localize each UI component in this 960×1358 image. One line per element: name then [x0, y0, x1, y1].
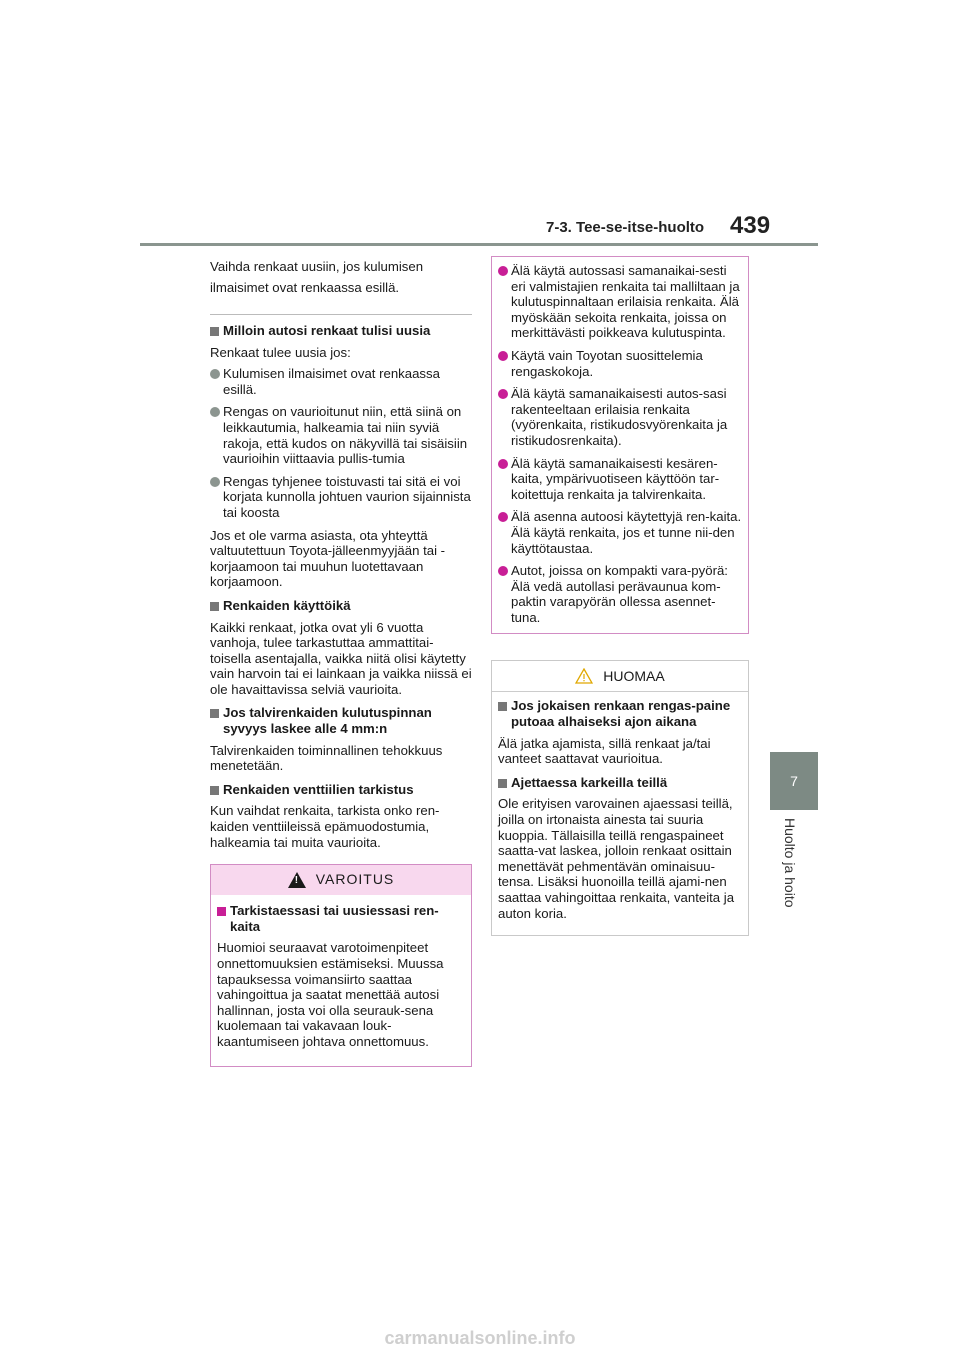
caution-icon — [575, 668, 593, 684]
list-item: Älä käytä autossasi samanaikai-sesti eri valmistajien renkaita tai malliltaan ja kulutuspinnaltaan erilaisia renkaita. Älä myöskään sekoita renkaita, joissa on merkittävästi poikkeava kulutuspinta. — [498, 263, 742, 341]
chapter-label: Huolto ja hoito — [782, 818, 798, 908]
list-item: Rengas on vaurioitunut niin, että siinä on leikkautumia, halkeamia tai niin syviä rakoja, että kudos on näkyvillä tai sisäisiin vaurioihin viittaavia pullis-tumia — [210, 404, 472, 466]
header-rule — [140, 243, 818, 246]
notice-text: Älä jatka ajamista, sillä renkaat ja/tai vanteet saattavat vaurioitua. — [498, 735, 711, 767]
heading-replace: Milloin autosi renkaat tulisi uusia — [210, 323, 472, 339]
heading-winter: Jos talvirenkaiden kulutuspinnan syvyys laskee alle 4 mm:n — [210, 705, 472, 736]
warning-icon: ! — [288, 872, 306, 888]
notice-text: Ole erityisen varovainen ajaessasi teillä, joilla on irtonaista ainesta tai suuria kuoppia. Tällaisilla teillä rengaspaineet saatta-vat laskea, jolloin renkaat osittain menettävät pehmentävän ominaisuu-tensa. Lisäksi huonoilla teillä ajami-nen saattaa vahingoittaa renkaita, vanteita ja auton koria. — [498, 796, 735, 921]
warning-heading: Tarkistaessasi tai uusiessasi ren-kaita — [217, 903, 465, 934]
unsure-text: Jos et ole varma asiasta, ota yhteyttä valtuutettuun Toyota-jälleenmyyjään tai -korjaamoon tai muuhun luotettavaan korjaamoon. — [210, 527, 446, 590]
notice-title: HUOMAA — [603, 667, 665, 684]
heading-valve: Renkaiden venttiilien tarkistus — [210, 782, 472, 798]
warning-continued-box — [491, 256, 749, 634]
right-column — [491, 256, 749, 936]
list-item: Älä asenna autoosi käytettyjä ren-kaita. Älä käytä renkaita, jos et tunne nii-den käyttötaustaa. — [498, 509, 742, 556]
divider — [210, 314, 472, 315]
warning-header — [211, 865, 471, 895]
chapter-tab: 7 — [770, 752, 818, 810]
notice-header — [492, 661, 748, 692]
replace-intro: Renkaat tulee uusia jos: — [210, 344, 351, 360]
winter-text: Talvirenkaiden toiminnallinen tehokkuus menetetään. — [210, 742, 443, 774]
list-item: Autot, joissa on kompakti vara-pyörä: Älä vedä autollasi perävaunua kom-paktin varapyörän ollessa asennet-tuna. — [498, 563, 742, 625]
list-item: Älä käytä samanaikaisesti kesären-kaita, ympärivuotiseen käyttöön tar-koitettuja renkaita ja talvirenkaita. — [498, 456, 742, 503]
heading-life: Renkaiden käyttöikä — [210, 598, 472, 614]
list-item: Käytä vain Toyotan suosittelemia rengaskokoja. — [498, 348, 742, 379]
list-item: Kulumisen ilmaisimet ovat renkaassa esillä. — [210, 366, 472, 397]
watermark: carmanualsonline.info — [384, 1328, 576, 1348]
section-title: 7-3. Tee-se-itse-huolto — [546, 219, 705, 236]
intro-text: Vaihda renkaat uusiin, jos kulumisen ilmaisimet ovat renkaassa esillä. — [210, 259, 424, 295]
left-column — [210, 256, 472, 1067]
valve-text: Kun vaihdat renkaita, tarkista onko ren-kaiden venttiileissä epämuodostumia, halkeamia tai muita vaurioita. — [210, 803, 440, 850]
life-text: Kaikki renkaat, jotka ovat yli 6 vuotta vanhoja, tulee tarkastuttaa ammattitai-toisella asentajalla, vaikka niitä olisi käytetty vain harvoin tai ei lainkaan ja vaikka niissä ei ole havaittavissa selviä vaurioita. — [210, 619, 472, 697]
page-number: 439 — [730, 212, 771, 239]
list-item: Rengas tyhjenee toistuvasti tai sitä ei voi korjata kunnolla johtuen vaurion sijainnista tai koosta — [210, 474, 472, 521]
warning-box — [210, 864, 472, 1066]
notice-box — [491, 660, 749, 936]
warning-title: VAROITUS — [315, 871, 395, 888]
warning-text: Huomioi seuraavat varotoimenpiteet onnettomuuksien estämiseksi. Muussa tapauksessa voimansiirto saattaa vahingoittua ja saatat menettää autosi hallinnan, josta voi olla seurauk-sena kuolemaan tai vakavaan louk-kaantumiseen johtava onnettomuus. — [217, 940, 444, 1049]
notice-heading: Jos jokaisen renkaan rengas-paine putoaa alhaiseksi ajon aikana — [498, 698, 742, 729]
notice-heading: Ajettaessa karkeilla teillä — [498, 775, 742, 791]
list-item: Älä käytä samanaikaisesti autos-sasi rakenteeltaan erilaisia renkaita (vyörenkaita, ristikudosvyörenkaita ja ristikudosrenkaita). — [498, 386, 742, 448]
